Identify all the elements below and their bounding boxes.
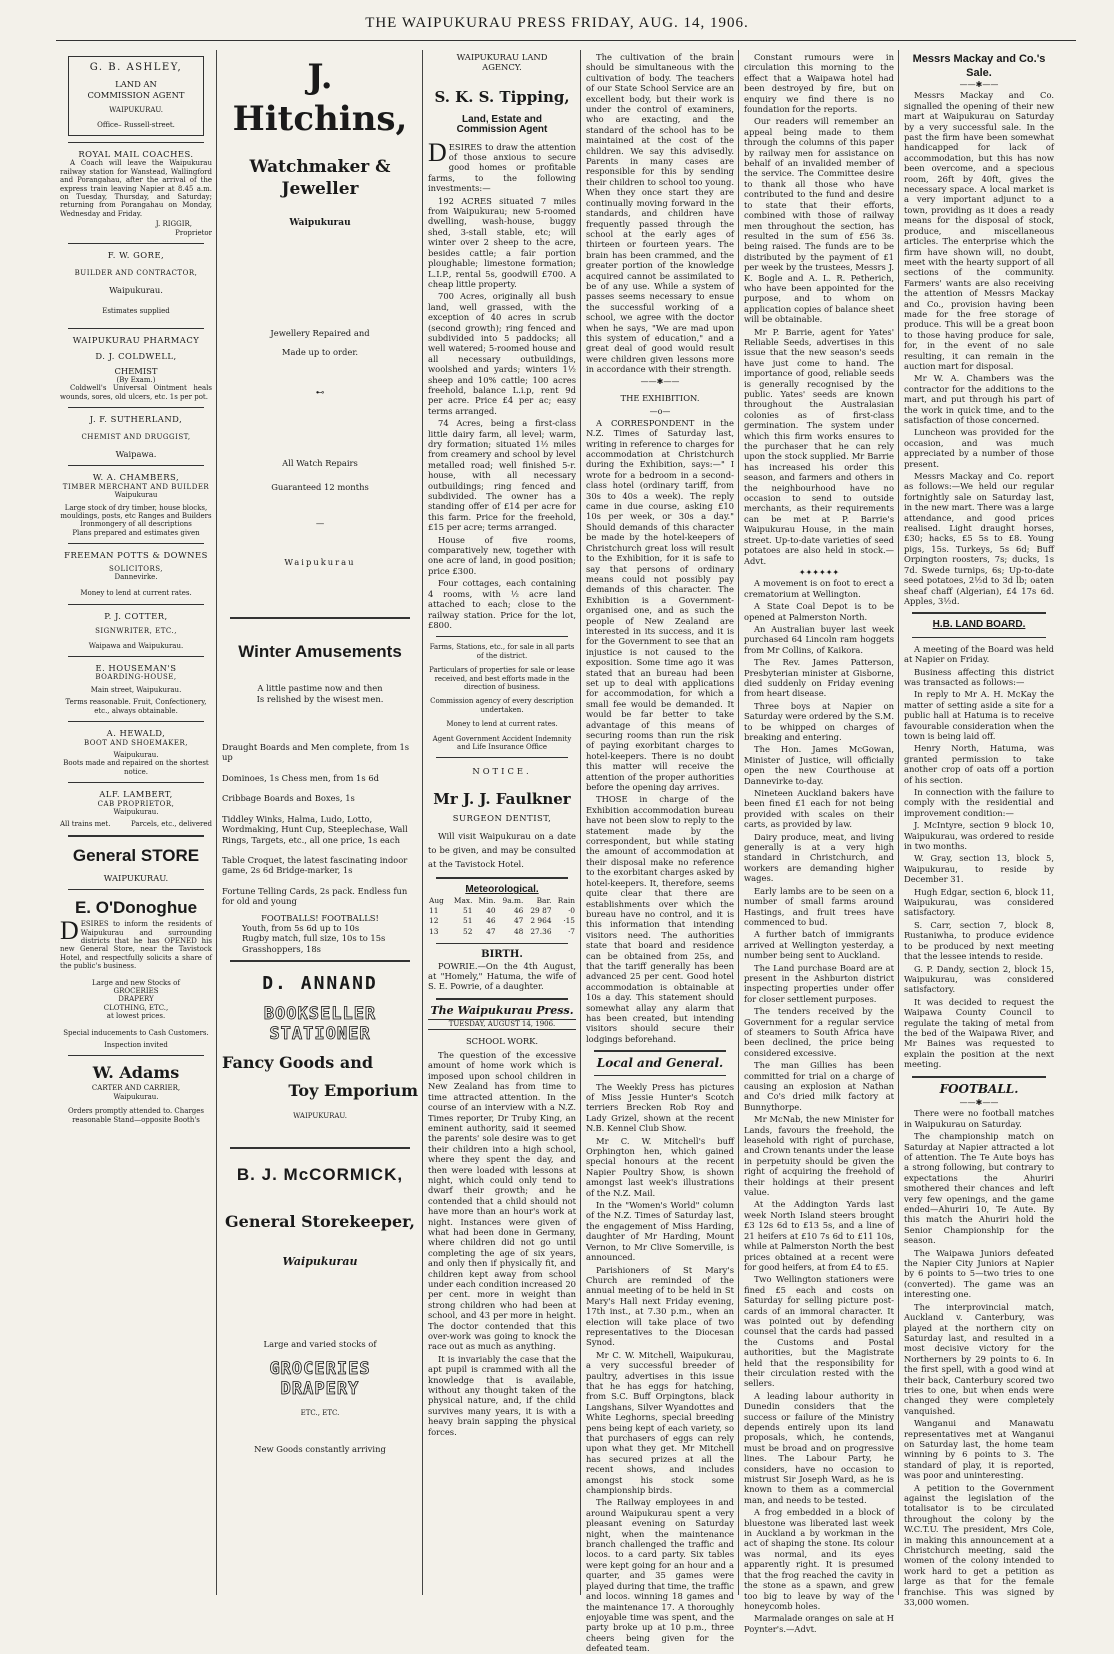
property-listing: 700 Acres, originally all bush land, well grassed, with the exception of 40 acres in scrub (second growth); ring fenced and subdivided into 5 paddocks; all well watered; 5-roomed house and all necessary outbuildings, woolshed and yards; winters 1½ sheep and 10% cattle; 100 acres freehold, balance L.i.p, rent 9d per acre. Price £4 per ac; easy terms arranged. bbox=[428, 291, 576, 416]
ad-text: ETC., ETC. bbox=[300, 1409, 340, 1418]
article-paragraph: W. Gray, section 13, block 5, Waipukurau, to reside by December 31. bbox=[904, 853, 1054, 885]
table-cell: 13 bbox=[429, 926, 439, 936]
table-cell: 12 bbox=[429, 916, 439, 926]
ad-name: General STORE bbox=[72, 845, 200, 865]
article-paragraph: S. Carr, section 7, block 8, Rustaniwha, to produce evidence to be produced by next meeting that the lessee intends to reside. bbox=[904, 919, 1054, 962]
ad-name: W. A. CHAMBERS, bbox=[92, 472, 180, 483]
news-item: A further batch of immigrants arrived at Wellington yesterday, a number being sent to Auckland. bbox=[744, 929, 894, 961]
table-cell: ·0 bbox=[567, 906, 575, 915]
ad-text: GROCERIES bbox=[269, 1359, 371, 1380]
article-paragraph: The Waipawa Juniors defeated the Napier City Juniors at Napier by 6 points to 5—two tries to one (converted). The game was an interesting one. bbox=[904, 1247, 1054, 1300]
ad-text: BOOT AND SHOEMAKER, bbox=[84, 738, 188, 747]
ad-text: WAIPUKURAU LAND bbox=[456, 52, 548, 62]
ad-signature: J. RIGGIR, bbox=[155, 220, 192, 229]
ad-text: Farms, Stations, etc., for sale in all parts of the district. bbox=[429, 643, 575, 660]
ad-text: ESIRES to draw the attention of those anxious to secure good homes or profitable farms, to the following investments:— bbox=[428, 141, 576, 194]
ad-text: CHEMIST bbox=[114, 365, 158, 376]
ad-text: Fortune Telling Cards, 2s pack. Endless fun for old and young bbox=[222, 885, 408, 907]
news-item: Early lambs are to be seen on a number of small farms around Hastings, and fruit trees have commenced to bud. bbox=[744, 885, 894, 927]
ad-name: F. W. GORE, bbox=[107, 250, 165, 261]
column-6 bbox=[900, 50, 1058, 1608]
ad-text: ESIRES to inform the residents of Waipukurau and surrounding districts that he has OPENED his new General Store, near the Tavistock Hotel, and respectfully solicits a share of the public's business. bbox=[60, 920, 212, 971]
section-heading: FOOTBALL. bbox=[939, 1081, 1019, 1096]
table-header-row bbox=[428, 896, 576, 906]
ad-text: BOARDING-HOUSE, bbox=[95, 673, 177, 682]
ad-name: FREEMAN POTTS & DOWNES bbox=[64, 550, 208, 561]
article-paragraph: There were no football matches in Waipukurau on Saturday. bbox=[904, 1108, 1054, 1129]
ad-town: Waipawa and Waipukurau. bbox=[88, 641, 184, 650]
ad-name: S. K. S. Tipping, bbox=[434, 87, 570, 106]
ad-text bbox=[428, 137, 576, 194]
news-item: A State Coal Depot is to be opened at Palmerston North. bbox=[744, 601, 894, 622]
divider bbox=[68, 604, 204, 605]
ornament-icon: — bbox=[315, 518, 325, 529]
news-item: Constant rumours were in circulation this morning to the effect that a Waipawa hotel had been destroyed by fire, but on enquiry we find there is no foundation for the reports. bbox=[744, 52, 894, 115]
ad-town: Waipukurau. bbox=[113, 1092, 159, 1101]
ad-text: SOLICITORS, bbox=[108, 564, 164, 573]
ad-text: D. J. COLDWELL, bbox=[95, 351, 177, 362]
dropcap-letter: D bbox=[428, 137, 447, 167]
table-cell: 29 87 bbox=[530, 906, 552, 915]
ad-text: Commission agency of every description undertaken. bbox=[430, 697, 574, 714]
table-header-cell: 9a.m. bbox=[502, 895, 524, 905]
ad-town: Waipukurau bbox=[282, 1254, 358, 1268]
property-listing: Four cottages, each containing 4 rooms, with ½ acre land attached to each; close to the railway station. Price for the lot, £800. bbox=[428, 578, 576, 630]
news-item: The Hon. James McGowan, Minister of Justice, will officially open the new Courthouse at Dannevirke to-day. bbox=[744, 744, 894, 786]
article-paragraph: THOSE in charge of the Exhibition accommodation bureau have not been slow to reply to the statement made by the correspondent, but while stating the amount of accommodation at their disposal make no reference to the exorbitant charges asked by hotel-keepers. It, therefore, seems quite clear that there are establishments over which the bureau have no control, and it is this information that intending visitors need. The authorities state that board and residence can be obtained from 25s, and that the tariff generally has been advanced 25 per cent. Good hotel accommodation is obtainable at 10s a day. This statement should somewhat allay any alarm that has been created, but intending visitors should secure their lodgings beforehand. bbox=[586, 794, 734, 1044]
divider bbox=[68, 243, 204, 244]
news-item: The Weekly Press has pictures of Miss Jessie Hunter's Scotch terriers Brecken Rob Roy and Lady Grizel, shown at the recent N.B. Kennel Club Show. bbox=[586, 1081, 734, 1134]
ad-text: All Watch Repairs bbox=[282, 457, 358, 468]
article-heading: SCHOOL WORK. bbox=[465, 1035, 539, 1046]
ad-name: G. B. ASHLEY, bbox=[89, 62, 183, 73]
divider bbox=[68, 465, 204, 466]
divider bbox=[436, 877, 568, 879]
ad-text: Proprietor bbox=[175, 228, 212, 237]
divider bbox=[68, 328, 204, 329]
ad-text bbox=[60, 916, 212, 971]
article-paragraph: In reply to Mr A. H. McKay the matter of setting aside a site for a public hall at Hatuma is to receive favourable consideration when the town is being laid off. bbox=[904, 689, 1054, 741]
column-divider bbox=[738, 50, 739, 1595]
ad-text: COMMISSION AGENT bbox=[87, 89, 185, 100]
weather-table bbox=[428, 896, 576, 938]
ad-text: Boots made and repaired on the shortest notice. bbox=[63, 759, 209, 776]
ad-text: Main street, Waipukurau. bbox=[90, 685, 182, 694]
ad-text: Jewellery Repaired and bbox=[270, 328, 370, 339]
ad-text: TIMBER MERCHANT AND BUILDER bbox=[62, 482, 210, 491]
table-cell: 51 bbox=[463, 906, 473, 915]
news-item: A movement is on foot to erect a crematorium at Wellington. bbox=[744, 578, 894, 599]
ad-text: Made up to order. bbox=[281, 346, 359, 357]
table-header-cell: Rain bbox=[557, 895, 575, 905]
news-item: Parishioners of St Mary's Church are reminded of the annual meeting of to be held in St Mary's Hall next Friday evening, 17th inst., at 7.30 p.m., when an election will take place of two representatives to the Diocesan Synod. bbox=[586, 1264, 734, 1348]
article-paragraph: Henry North, Hatuma, was granted permission to take another crop of oats off a portion of his section. bbox=[904, 743, 1054, 785]
article-paragraph: The championship match on Saturday at Napier attracted a lot of attention. The Te Aute boys has a strong following, but contrary to expectations the Ahuriri smothered their chances and left very few openings, and the game ended—Ahuriri 10, Te Aute. By this match the Ahuriri hold the Senior Championship for the season. bbox=[904, 1131, 1054, 1246]
ad-text: Guaranteed 12 months bbox=[271, 482, 369, 493]
ad-text: Terms reasonable. Fruit, Confectionery, etc., always obtainable. bbox=[65, 698, 207, 715]
table-cell: 46 bbox=[513, 906, 524, 915]
ad-text: DRAPERY bbox=[280, 1379, 360, 1400]
ad-town: Waipukurau bbox=[114, 491, 158, 500]
ad-text: GROCERIES bbox=[113, 987, 159, 995]
ad-text: CAB PROPRIETOR, bbox=[97, 799, 175, 808]
ad-town: Waipawa. bbox=[115, 448, 157, 459]
news-item: An Australian buyer last week purchased 64 Lincoln ram hoggets from Mr Collins, of Kaikora. bbox=[744, 623, 894, 655]
table-cell: ·15 bbox=[563, 916, 575, 926]
property-listing: House of five rooms, comparatively new, together with one acre of land, in good position; price £300. bbox=[428, 534, 576, 576]
ad-text: Rugby match, full size, 10s to 15s bbox=[242, 933, 386, 944]
ad-text: Is relished by the wisest men. bbox=[256, 693, 384, 704]
ad-text: Particulars of properties for sale or lease received, and best efforts made in the direction of business. bbox=[429, 666, 575, 691]
ad-text-row bbox=[60, 820, 212, 828]
ad-text: at lowest prices. bbox=[106, 1012, 166, 1021]
divider bbox=[68, 1055, 204, 1056]
table-row bbox=[428, 906, 576, 916]
ad-town: Waipukurau. bbox=[113, 750, 159, 759]
divider bbox=[68, 889, 204, 890]
ad-text: Agent Government Accident Indemnity and Life Insurance Office bbox=[432, 734, 572, 751]
paper-title: The Waipukurau Press. bbox=[430, 1003, 574, 1017]
ad-text: Estimates supplied bbox=[102, 307, 170, 316]
ad-text: Large and new Stocks of bbox=[92, 978, 180, 987]
ad-town: Waipukurau. bbox=[113, 807, 159, 816]
article-paragraph: Messrs Mackay and Co. signalled the opening of their new mart at Waipukurau on Saturday by a very successful sale. In the past the firm have been somewhat handicapped for lack of accommodation, but this has now been overcome, and a specious room, 26ft by 40ft, gives the necessary space. A local market is a very important adjunct to a town, providing as it does a ready means for the disposal of stock, produce, and miscellaneous articles. The enterprise which the firm have shown will, no doubt, meet with the hearty support of all sections of the community. Farmers' wants are also receiving the attention of Messrs Mackay and Co., provision having been made for the free storage of produce. This will be a great boon to those having produce for sale, for, in the event of no sale resulting, it can remain in the auction mart for disposal. bbox=[904, 90, 1054, 371]
ad-text: Tiddley Winks, Halma, Ludo, Lotto, Wordmaking, Hunt Cup, Steeplechase, Wall Rings, Targets, etc., all one price, 1s each bbox=[222, 813, 408, 845]
divider bbox=[230, 960, 410, 962]
section-heading: BIRTH. bbox=[481, 949, 523, 961]
section-heading: Local and General. bbox=[596, 1056, 724, 1071]
ad-town: Waipukurau. bbox=[109, 284, 163, 295]
ad-text: Watchmaker & Jeweller bbox=[249, 157, 391, 199]
ad-text: Plans prepared and estimates given bbox=[72, 528, 200, 537]
table-cell: ·7 bbox=[567, 926, 575, 936]
news-item: Nineteen Auckland bakers have been fined £1 each for not being provided with scales on their carts, as provided by law. bbox=[744, 788, 894, 830]
ad-text: Large and varied stocks of bbox=[263, 1338, 377, 1349]
divider bbox=[230, 617, 410, 619]
ad-text: Draught Boards and Men complete, from 1s up bbox=[222, 742, 410, 763]
ad-town: WAIPUKURAU. bbox=[103, 872, 169, 883]
ad-name: WAIPUKURAU PHARMACY bbox=[72, 334, 200, 345]
article-paragraph: G. P. Dandy, section 2, block 15, Waipukurau, was considered satisfactory. bbox=[904, 963, 1054, 995]
ad-text: (By Exam.) bbox=[116, 375, 156, 384]
column-divider bbox=[580, 50, 581, 1595]
divider bbox=[68, 142, 204, 143]
divider bbox=[912, 612, 1046, 614]
table-cell: 52 bbox=[463, 926, 473, 936]
ad-ashley bbox=[68, 56, 204, 136]
ad-text: Table Croquet, the latest fascinating indoor game, 2s 6d Bridge-marker, 1s bbox=[222, 854, 408, 876]
article-paragraph: The interprovincial match, Auckland v. Canterbury, was played at the northern city on Saturday last, and resulted in a most decisive victory for the Northerners by 29 points to 6. In the first spell, with a good wind at their back, Canterbury scored two tries to one, but when ends were changed they were completely vanquished. bbox=[904, 1301, 1054, 1416]
news-item: At the Addington Yards last week North Island steers brought £3 12s 6d to £13 5s, and a line of 21 heifers at £10 7s 6d to £11 10s, while at Palmerston North the best prices obtained at a recent were for good heifers, at from £4 to £5. bbox=[744, 1199, 894, 1272]
ad-text: A Coach will leave the Waipukurau railway station for Wanstead, Wallingford and Porangahau, after the arrival of the express train leaving Napier at 8.45 a.m. on Tuesday, Thursday, and Saturday; returning from Porangahau on Monday, Wednesday and Friday. bbox=[60, 159, 212, 218]
ad-name: A. HEWALD, bbox=[106, 728, 166, 739]
ad-town: Waipukurau bbox=[284, 556, 356, 567]
masthead: THE WAIPUKURAU PRESS FRIDAY, AUG. 14, 1906. bbox=[365, 15, 749, 31]
article-paragraph: Wanganui and Manawatu representatives met at Wanganui on Saturday last, the home team winning by 6 points to 3. The standard of play, it is reported, was poor and uninteresting. bbox=[904, 1418, 1054, 1481]
article-paragraph: Messrs Mackay and Co. report as follows:—We held our regular fortnightly sale on Saturday last, in the new mart. There was a large attendance, and good prices realised. Light draught horses, £30; hacks, £5 5s to £8. Young pigs, 15s. Turkeys, 5s 6d; Buff Orpington roosters, 7s; ducks, 1s 7d. Swede turnips, 6s; Up-to-date seed potatoes, 2½d to 3d lb; oaten sheaf chaff (Algerian), £4 17s 6d. Apples, 3½d. bbox=[904, 471, 1054, 606]
news-item: Mr McNab, the new Minister for Lands, favours the freehold, the leasehold with right of purchase, and Crown tenants under the lease in perpetuity should be given the right of acquiring the freehold of their holdings at their present value. bbox=[744, 1114, 894, 1198]
news-item: The Railway employees in and around Waipukurau spent a very pleasant evening on Saturday night, when the maintenance branch challenged the traffic and locos. to a card party. Six tables were kept going for an hour and a quarter, and 35 games were played during that time, the traffic and locos. winning 18 games and the maintenance 17. A thoroughly enjoyable time was spent, and the party broke up at 10 p.m., three cheers being given for the defeated team. bbox=[586, 1497, 734, 1654]
table-cell: 27.36 bbox=[530, 926, 552, 936]
ad-text: General Storekeeper, bbox=[225, 1211, 415, 1231]
article-paragraph: Business affecting this district was transacted as follows:— bbox=[904, 666, 1054, 687]
ad-text: CARTER AND CARRIER, bbox=[91, 1084, 181, 1093]
article-paragraph: J. McIntyre, section 9 block 10, Waipukurau, was ordered to reside in two months. bbox=[904, 820, 1054, 852]
article-paragraph: Mr W. A. Chambers was the contractor for the additions to the mart, and put through his part of the work in quick time, and to the satisfaction of those concerned. bbox=[904, 373, 1054, 425]
divider bbox=[912, 1076, 1046, 1078]
dropcap-letter: D bbox=[60, 916, 79, 946]
table-row bbox=[428, 927, 576, 937]
ornament-icon: ✦✦✦✦✦✦ bbox=[798, 567, 840, 577]
divider bbox=[436, 636, 568, 637]
divider bbox=[436, 943, 568, 944]
ad-text: FOOTBALLS! FOOTBALLS! bbox=[261, 912, 379, 923]
article-paragraph: A petition to the Government against the legislation of the totalisator is to be circulated throughout the colony by the W.C.T.U. The president, Mrs Cole, in making this announcement at a Christchurch meeting, said the women of the colony intended to work hard to get a petition as large as that for the female franchise. This was signed by 33,000 women. bbox=[904, 1482, 1054, 1608]
column-4 bbox=[582, 50, 738, 1654]
article-paragraph: A CORRESPONDENT in the N.Z. Times of Saturday last, writing in reference to charges for accommodation at Christchurch during the Exhibition, says:—" I wrote for a bedroom in a second-class hotel (ordinary tariff, from 30s to 40s a week). The reply came in due course, asking £10 10s per week, or 30s a day." Should demands of this character be made by the hotel-keepers of Christchurch great loss will result to the Exhibition, for it is safe to say that persons of ordinary means could not possibly pay demands of this character. The Exhibition is a Government-organised one, and as such the people of New Zealand are interested in its success, and it is for the Government to see that an injustice is not caused to the exposition. Some time ago it was stated that an bureau had been set up to deal with applications for accommodation, for which a small fee would be demanded. It would be far better to take advantage of this means of securing rooms than run the risk of paying exorbitant charges to hotel-keepers. There is no doubt this matter will receive the attention of the proper authorities before the opening day arrives. bbox=[586, 417, 734, 793]
news-item: Mr C. W. Mitchell, Waipukurau, a very successful breeder of paultry, advertises in this issue that he has eggs for hatching, from S.C. Buff Orpingtons, black Langshans, Silver Wyandottes and White Leghorns, special breeding pens being kept of each variety, so that purchasers of eggs can rely upon what they get. Mr Mitchell has secured prizes at all the recent shows, and includes amongst his stock some championship birds. bbox=[586, 1349, 734, 1496]
ad-text: SURGEON DENTIST, bbox=[452, 812, 552, 823]
ad-text: Parcels, etc., delivered bbox=[131, 820, 212, 829]
divider bbox=[594, 1050, 726, 1052]
divider bbox=[68, 721, 204, 722]
ad-text: Cribbage Boards and Boxes, 1s bbox=[222, 793, 355, 804]
divider bbox=[68, 407, 204, 408]
ad-text: Fancy Goods and bbox=[222, 1053, 374, 1073]
article-paragraph: Luncheon was provided for the occasion, and was much appreciated by a number of those present. bbox=[904, 427, 1054, 469]
divider bbox=[912, 637, 1046, 638]
ad-town: WAIPUKURAU. bbox=[109, 106, 163, 115]
column-5 bbox=[740, 50, 898, 1634]
article-paragraph: Hugh Edgar, section 6, block 11, Waipukurau, was considered satisfactory. bbox=[904, 886, 1054, 918]
ad-text: Coldwell's Universal Ointment heals wounds, sores, old ulcers, etc. 1s per pot. bbox=[60, 384, 212, 401]
top-rule bbox=[56, 40, 1076, 41]
ad-text: Large stock of dry timber, house blocks, mouldings, posts, etc Ranges and Builders Ironmongery of all descriptions bbox=[60, 503, 212, 529]
ad-name: B. J. McCORMICK, bbox=[236, 1164, 404, 1184]
ad-text: LAND AN bbox=[115, 79, 157, 90]
article-paragraph: A meeting of the Board was held at Napier on Friday. bbox=[904, 643, 1054, 665]
ad-text: Grasshoppers, 18s bbox=[242, 943, 321, 954]
ad-text: Will visit Waipukurau on a date to be given, and may be consulted at the Tavistock Hotel. bbox=[428, 831, 576, 870]
ad-text: CLOTHING, ETC., bbox=[103, 1003, 169, 1012]
ad-text: Money to lend at current rates. bbox=[80, 589, 192, 598]
ad-text: Office– Russell-street. bbox=[97, 120, 175, 129]
property-listing: 192 ACRES situated 7 miles from Waipukurau; new 5-roomed dwelling, wash-house, buggy shed, 3-stall stable, etc; will winter over 2 sheep to the acre, besides cattle; a fair portion ploughable; limestone formation; L.I.P., rental 5s, goodwill £700. A cheap little property. bbox=[428, 195, 576, 289]
section-heading: H.B. LAND BOARD. bbox=[932, 619, 1026, 631]
divider bbox=[68, 656, 204, 657]
ad-name: J. Hitchins, bbox=[232, 57, 408, 139]
divider bbox=[68, 835, 204, 837]
table-row bbox=[428, 916, 576, 926]
news-item: In the "Women's World" column of the N.Z. Times of Saturday last, the engagement of Miss Harding, daughter of Mr Harding, Mount Vernon, to Mr Clive Somerville, is announced. bbox=[586, 1200, 734, 1263]
ad-name: D. ANNAND bbox=[262, 973, 378, 995]
news-item: The Land purchase Board are at present in the Ashburton district inspecting properties under offer for closer settlement purposes. bbox=[744, 962, 894, 1004]
table-cell: 48 bbox=[513, 926, 524, 936]
column-2-ads bbox=[218, 50, 422, 1595]
news-item: Mr P. Barrie, agent for Yates' Reliable Seeds, advertises in this issue that the new season's seeds have just come to hand. The importance of good, reliable seeds is generally recognised by the public. Yates' seeds are known throughout the Australasian colonies as of first-class germination. The system under which this firm works ensures to the purchaser that he can rely upon the stock supplied. Mr Barrie has increased his order this season, and farmers and others in the neighbourhood have no occasion to send to outside merchants, as their requirements can be met at P. Barrie's Waipukurau House, in the main street. Up-to-date varieties of seed potatoes are also held in stock.—Advt. bbox=[744, 326, 894, 566]
article-paragraph: The question of the excessive amount of home work which is imposed upon school children in New Zealand has from time to time attracted attention. In the course of an interview with a N.Z. Times reporter, Dr Truby King, an eminent authority, said it seemed the parents' sole desire was to get their children into a high school, where they spent the day, and then were loaded with lessons at night, which could only tend to dwarf their growth; and he contended that a child should not have more than an hour's work at night. Instances were given of what had been done in Germany, where children did not go until completing the age of six years, and only then if physically fit, and children kept away from school under each condition increased 20 per cent. more in weight than strong children who had been at school, and 43 per more in height. The doctor contended that this over-work was going to knock the race out as much as anything. bbox=[428, 1050, 576, 1352]
table-header-cell: Aug bbox=[429, 895, 444, 905]
article-heading: THE EXHIBITION. bbox=[620, 393, 700, 403]
ad-name: E. O'Donoghue bbox=[74, 898, 198, 918]
table-header-cell: Max. bbox=[453, 895, 473, 905]
ad-name: J. F. SUTHERLAND, bbox=[89, 414, 183, 425]
table-header-cell: Min. bbox=[478, 895, 496, 905]
ad-name: ROYAL MAIL COACHES. bbox=[78, 149, 194, 160]
news-item: Marmalade oranges on sale at H Poynter's.—Advt. bbox=[744, 1613, 894, 1634]
ad-text: Toy Emporium bbox=[288, 1081, 418, 1101]
table-cell: 47 bbox=[486, 926, 496, 936]
column-divider bbox=[898, 50, 899, 1595]
divider bbox=[68, 543, 204, 544]
notice-heading: NOTICE. bbox=[472, 766, 532, 777]
ad-text: Special inducements to Cash Customers. bbox=[63, 1028, 209, 1037]
divider bbox=[594, 1075, 726, 1076]
divider bbox=[436, 757, 568, 758]
ad-name: P. J. COTTER, bbox=[104, 610, 168, 621]
column-1-ads bbox=[56, 50, 216, 1595]
ad-text: Inspection invited bbox=[104, 1041, 168, 1050]
ad-text: Youth, from 5s 6d up to 10s bbox=[242, 922, 360, 933]
table-cell: 51 bbox=[463, 916, 473, 926]
ad-text: All trains met. bbox=[60, 820, 111, 829]
column-3 bbox=[424, 50, 580, 1595]
ornament-icon: ——✱—— bbox=[959, 80, 999, 89]
section-heading: Messrs Mackay and Co.'s Sale. bbox=[912, 53, 1046, 79]
table-cell: 47 bbox=[513, 916, 524, 926]
divider bbox=[436, 998, 568, 1000]
table-cell: 46 bbox=[486, 916, 496, 926]
ad-text: Orders promptly attended to. Charges reasonable Stand—opposite Booth's bbox=[68, 1107, 204, 1124]
ad-name: ALF. LAMBERT, bbox=[99, 789, 173, 800]
news-item: Dairy produce, meat, and living generally is at a very high standard in Christchurch, and workers are demanding higher wages. bbox=[744, 831, 894, 884]
property-listing: 74 Acres, being a first-class little dairy farm, all level; warm, dry formation; situated 1½ miles from creamery and school by level metalled road; well finished 5-r. house, with all necessary outbuildings; ring fenced and subdivided. The owner has a standing offer of £14 per acre for this farm. Price for the freehold, £15 per acre; terms arranged. bbox=[428, 418, 576, 533]
column-divider bbox=[422, 50, 423, 1595]
ad-text: Dominoes, 1s Chess men, from 1s 6d bbox=[222, 772, 380, 783]
article-paragraph: It is invariably the case that the apt pupil is crammed with all the knowledge that is available, without any thought taken of the physical nature, and, if the child survives many years, it is with a heavy brain sapping the physical forces. bbox=[428, 1353, 576, 1437]
divider bbox=[68, 782, 204, 783]
ad-text: CHEMIST AND DRUGGIST, bbox=[81, 432, 191, 441]
news-item: The Rev. James Patterson, Presbyterian minister at Gisborne, died suddenly on Friday evening from heart disease. bbox=[744, 657, 894, 699]
article-paragraph: The cultivation of the brain should be simultaneous with the cultivation of body. The teachers of our State School Service are an excellent body, but their work is under the control of examiners, who are exacting, and the standard of the school has to be maintained at the cost of the children. We say this advisedly. Parents in many cases are responsible for this by sending their children to school too young. When they once start they are continually moving forward in the standards, and children have frequently passed through the school at the early ages of thirteen or fourteen years. The brain has been crammed, and the greater portion of the knowledge acquired cannot be assimilated to be of any use. While a system of passes seems necessary to ensue the successful working of a school, we agree with the doctor when he says, "We are mad upon this system of education," and a great deal of good would result were children given lessons more in accordance with their strength. bbox=[586, 52, 734, 375]
ad-text: STATIONER bbox=[269, 1024, 371, 1045]
news-item: A leading labour authority in Dunedin considers that the success or failure of the Ministry depends entirely upon its land proposals, which, he contends, must be broad and on progressive lines. The Labour Party, he considers, have no occasion to mistrust Sir Joseph Ward, as he is known to them as a commercial man, and needs to be tested. bbox=[744, 1390, 894, 1505]
article-paragraph: In connection with the failure to comply with the residential and improvement condition:— bbox=[904, 787, 1054, 818]
ad-text: A little pastime now and then bbox=[257, 683, 383, 694]
ad-name: W. Adams bbox=[92, 1063, 180, 1083]
ad-town: WAIPUKURAU. bbox=[293, 1112, 347, 1121]
ad-text: New Goods constantly arriving bbox=[254, 1443, 386, 1454]
ad-town: Dannevirke. bbox=[114, 573, 158, 582]
news-item: A frog embedded in a block of bluestone was liberated last week in Auckland a by workman in the act of shaping the stone. Its colour was normal, and its eyes apparently right. It is presumed that the frog reached the cavity in the stone as a spawn, and grew too big to leave by way of the honeycomb holes. bbox=[744, 1507, 894, 1611]
ad-town: Waipukurau bbox=[289, 218, 351, 228]
table-cell: 40 bbox=[486, 906, 496, 915]
news-item: The man Gillies has been committed for trial on a charge of causing an explosion at Nathan and Co's dried milk factory at Bunnythorpe. bbox=[744, 1060, 894, 1112]
ad-text: BOOKSELLER bbox=[263, 1004, 377, 1025]
table-header-cell: Bar. bbox=[536, 895, 552, 905]
column-divider bbox=[216, 50, 217, 1595]
ad-text: Commission Agent bbox=[456, 124, 548, 136]
ornament-icon: —o— bbox=[649, 407, 671, 417]
birth-notice: POWRIE.—On the 4th August, at "Homely," Hatuma, the wife of S. E. Powrie, of a daughter. bbox=[428, 960, 576, 992]
ad-text: AGENCY. bbox=[482, 62, 522, 73]
news-item: The tenders received by the Government for a regular service of steamers to South Africa have been declined, the price being considered excessive. bbox=[744, 1006, 894, 1058]
ad-name: E. HOUSEMAN'S bbox=[95, 663, 177, 674]
news-item: Two Wellington stationers were fined £5 each and costs on Saturday for selling picture post-cards of an immoral character. It was pointed out by defending counsel that the cards had passed the Customs and Postal authorities, but the Magistrate held that the responsibility for their circulation rested with the sellers. bbox=[744, 1274, 894, 1389]
ad-name: Winter Amusements bbox=[238, 642, 402, 662]
section-heading: Meteorological. bbox=[465, 884, 539, 896]
ad-text: Land, Estate and bbox=[461, 113, 542, 125]
ad-text: Money to lend at current rates. bbox=[446, 720, 558, 729]
divider bbox=[230, 1147, 410, 1149]
ad-text: BUILDER AND CONTRACTOR, bbox=[74, 268, 198, 277]
news-item: Three boys at Napier on Saturday were ordered by the S.M. to be whipped on charges of breaking and entering. bbox=[744, 700, 894, 742]
table-cell: 2 964 bbox=[530, 916, 552, 926]
ad-name: Mr J. J. Faulkner bbox=[433, 789, 571, 808]
dateline: TUESDAY, AUGUST 14, 1906. bbox=[428, 1019, 576, 1029]
news-item: Our readers will remember an appeal being made to them through the columns of this paper by railway men for assistance on behalf of an invalided member of the service. The Committee desire to thank all those who have contributed to the fund and desire to state that their efforts, combined with those of railway men throughout the section, has resulted in the sum of £56 3s. being raised. The funds are to be distributed by the payment of £1 per week by the trustees, Messrs J. K. Bogle and A. L. R. Petherich, who have been appointed for the purpose, and to whom on application copies of balance sheet will be obtainable. bbox=[744, 116, 894, 325]
ornament-icon: ——✱—— bbox=[959, 1097, 999, 1107]
ornament-icon: ⊷ bbox=[315, 387, 325, 398]
ornament-icon: ——✱—— bbox=[640, 376, 680, 386]
ad-text: SIGNWRITER, ETC., bbox=[95, 627, 177, 636]
article-paragraph: It was decided to request the Waipawa County Council to regulate the taking of metal from the bed of the Waipawa River, and Mr Baines was requested to explain the position at the next meeting. bbox=[904, 996, 1054, 1070]
table-cell: 11 bbox=[429, 906, 439, 915]
news-item: Mr C. W. Mitchell's buff Orphington hen, which gained special honours at the recent Napier Poultry Show, is shown amongst last week's illustrations of the N.Z. Mail. bbox=[586, 1135, 734, 1198]
ad-text: DRAPERY bbox=[118, 995, 154, 1004]
